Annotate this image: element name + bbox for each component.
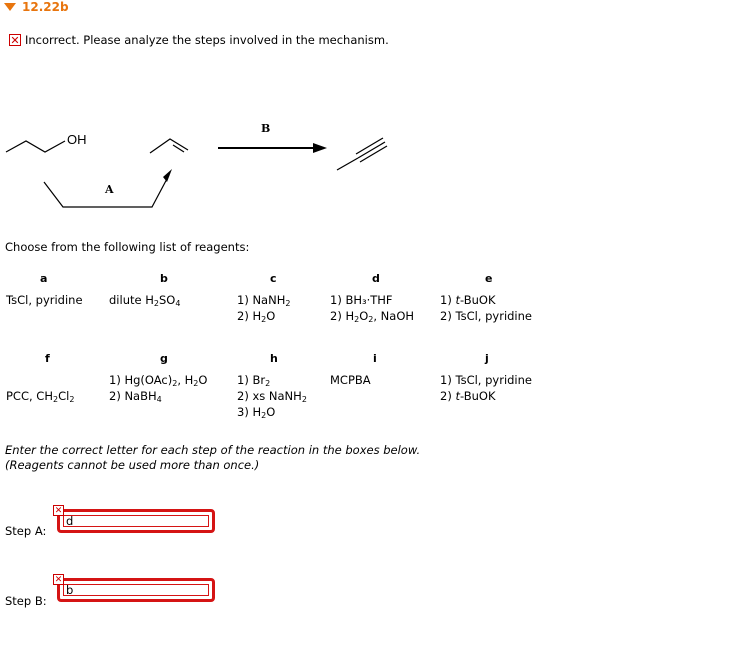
step-a-label: A [105, 183, 114, 196]
reagent-b: dilute $H_2SO_4$ [109, 293, 181, 308]
reagent-letter-i: i [373, 352, 377, 365]
x-mark-icon: ✕ [10, 34, 20, 47]
reagent-letter-h: h [270, 352, 278, 365]
reagent-d: 1) BH₃·THF 2) $H_2O_2$, NaOH [330, 293, 415, 324]
reagent-g: 1) $Hg(OAc)_2$, $H_2O$ 2) NaBH$_4$ [109, 373, 208, 404]
step-b-label-text: Step B: [5, 594, 47, 608]
step-b-arrowhead [313, 143, 327, 153]
reagent-letter-f: f [45, 352, 50, 365]
reagent-a: TsCl, pyridine [6, 293, 83, 307]
feedback-text: Incorrect. Please analyze the steps involved in the mechanism. [25, 33, 389, 47]
reagent-letter-g: g [160, 352, 168, 365]
incorrect-x-icon: ✕ [54, 506, 63, 516]
reagent-letter-e: e [485, 272, 493, 285]
reagent-j: 1) TsCl, pyridine 2) t-BuOK [440, 373, 532, 403]
reagent-c: 1) NaNH$_2$ 2) $H_2O$ [237, 293, 291, 324]
reagent-letter-j: j [485, 352, 489, 365]
reagent-f: PCC, $CH_2Cl_2$ [6, 389, 75, 404]
step-a-arrowhead [163, 169, 172, 182]
propanol-structure [6, 141, 65, 152]
answer-instructions: Enter the correct letter for each step of the reaction in the boxes below. (Reagents cannot be used more than once.) [5, 443, 421, 472]
propyne-structure [337, 158, 358, 170]
question-number: 12.22b [22, 0, 69, 14]
step-b-input[interactable]: b [57, 578, 215, 602]
reagent-letter-a: a [40, 272, 48, 285]
reagent-i: MCPBA [330, 373, 371, 387]
step-a-input[interactable]: d [57, 509, 215, 533]
question-title[interactable] [4, 0, 69, 14]
feedback-message [9, 33, 389, 47]
step-a-label-text: Step A: [5, 524, 47, 538]
reagent-letter-d: d [372, 272, 380, 285]
reagent-instructions: Choose from the following list of reagents: [5, 240, 250, 254]
reagent-letter-c: c [270, 272, 277, 285]
incorrect-x-icon: ✕ [54, 575, 63, 585]
oh-label: OH [67, 132, 87, 147]
reaction-scheme [0, 100, 731, 215]
reagent-letter-b: b [160, 272, 168, 285]
reagent-e: 1) t-BuOK 2) TsCl, pyridine [440, 293, 532, 323]
reagent-h: 1) $Br_2$ 2) xs NaNH$_2$ 3) $H_2O$ [237, 373, 307, 420]
step-b-label: B [261, 122, 271, 135]
collapse-triangle-icon[interactable] [4, 3, 16, 11]
